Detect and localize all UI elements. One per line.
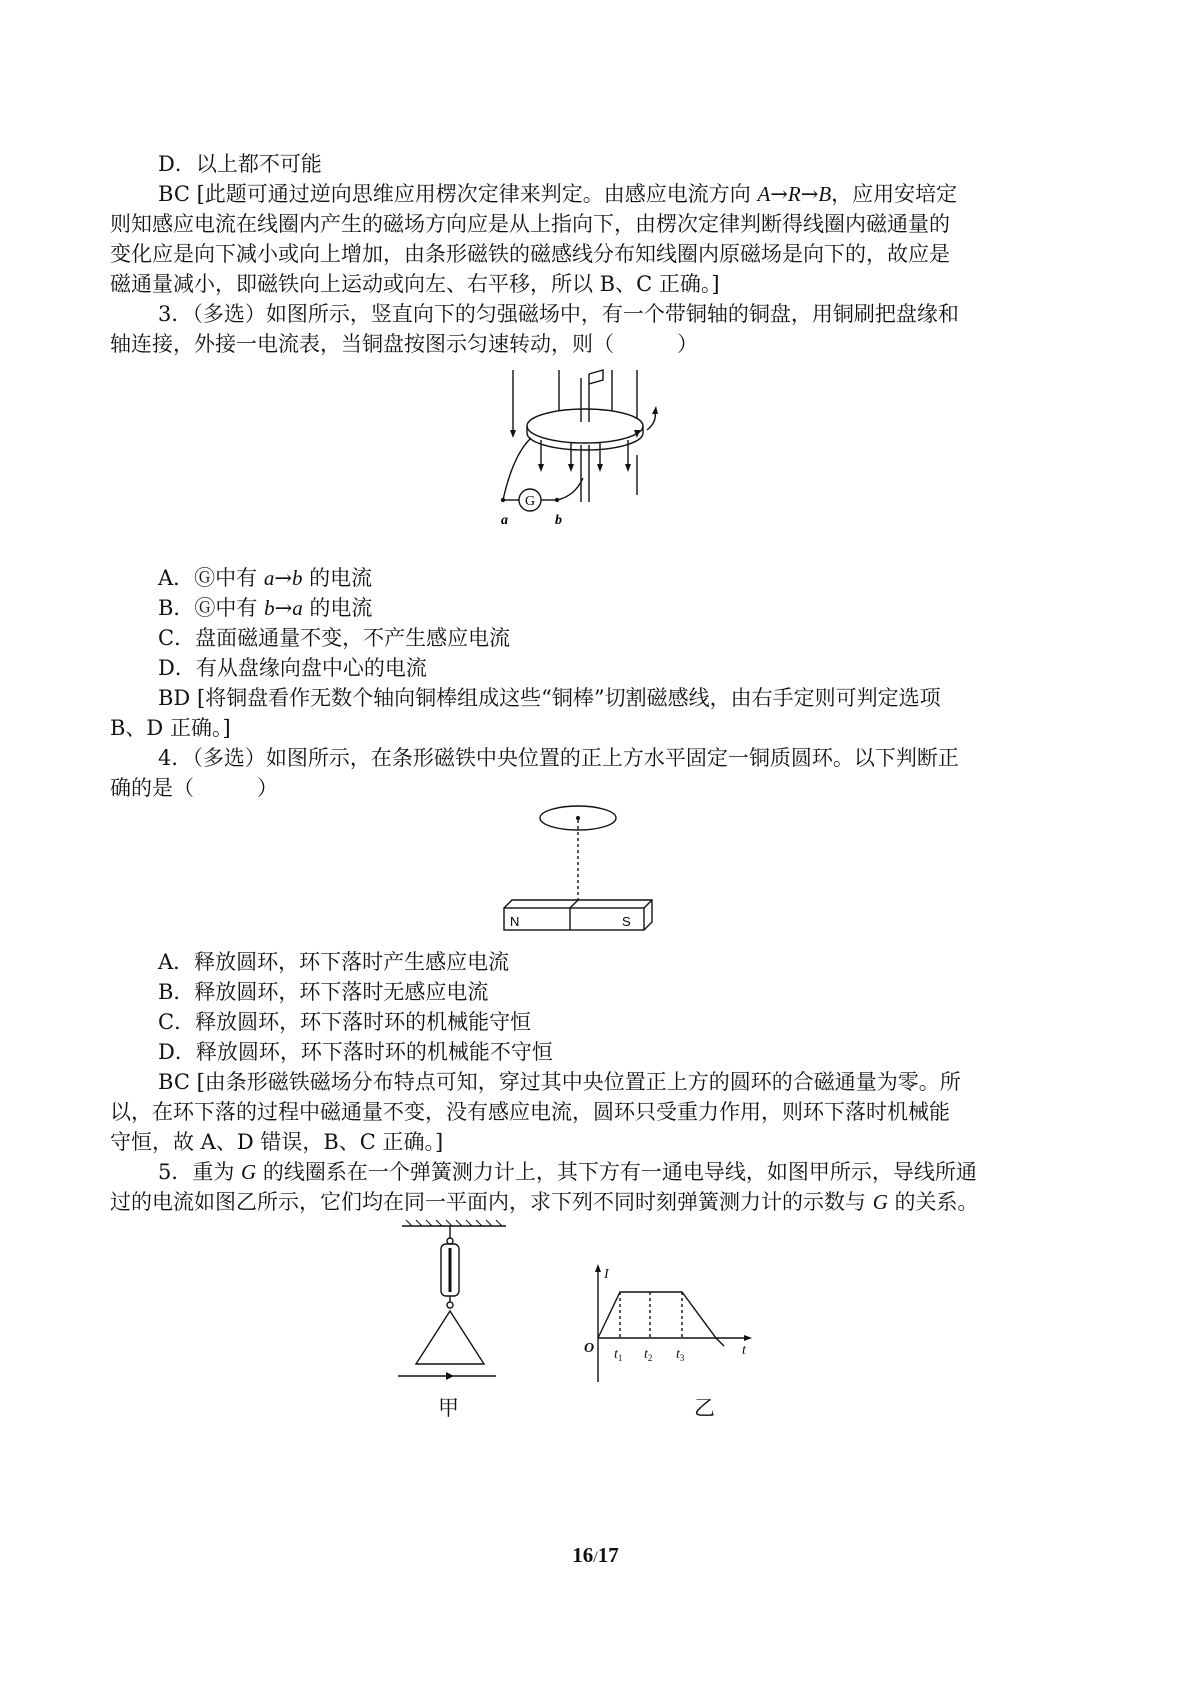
q4-option-b: B．释放圆环，环下落时无感应电流 [158,980,489,1004]
galvanometer-label: G [524,494,536,509]
q4-stem-line-1: 4．（多选）如图所示，在条形磁铁中央位置的正上方水平固定一铜质圆环。以下判断正 [158,746,959,770]
figure-yi-caption: 乙 [694,1396,715,1420]
page-current: 16 [572,1543,594,1567]
q2-option-d: D．以上都不可能 [158,152,322,176]
magnet-north-label: N [510,914,520,929]
page-total: 17 [597,1543,619,1567]
q3-answer-line-1: BD [将铜盘看作无数个轴向铜棒组成这些“铜棒”切割磁感线，由右手定则可判定选项 [158,686,941,710]
q5-stem-line-2: 过的电流如图乙所示，它们均在同一平面内，求下列不同时刻弹簧测力计的示数与 G 的关系。 [110,1190,979,1214]
q4-answer-line-1: BC [由条形磁铁磁场分布特点可知，穿过其中央位置正上方的圆环的合磁通量为零。所 [158,1070,961,1094]
current-time-graph [580,1262,760,1384]
figure-jia-caption: 甲 [438,1396,459,1420]
ring-magnet-figure [498,800,658,935]
q2-answer-line-4: 磁通量减小，即磁铁向上运动或向左、右平移，所以 B、C 正确。] [110,272,720,296]
q4-option-c: C．释放圆环，环下落时环的机械能守恒 [158,1010,532,1034]
q5-stem-line-1: 5．重为 G 的线圈系在一个弹簧测力计上，其下方有一通电导线，如图甲所示，导线所通 [158,1160,977,1184]
q3-option-d: D．有从盘缘向盘中心的电流 [158,656,427,680]
q3-stem-line-2: 轴连接，外接一电流表，当铜盘按图示匀速转动，则（ ） [110,332,698,356]
graph-origin-label: O [584,1341,595,1356]
q4-option-d: D．释放圆环，环下落时环的机械能不守恒 [158,1040,553,1064]
graph-tick-t3: $t_3$ [676,1347,685,1363]
page-separator: / [593,1549,598,1566]
graph-tick-t2: $t_2$ [644,1347,653,1363]
q4-answer-line-3: 守恒，故 A、D 错误，B、C 正确。] [110,1130,444,1154]
copper-disk-figure [495,360,685,540]
q3-option-a: A．Ⓖ中有 a→b 的电流 [158,566,373,590]
q3-option-b: B．Ⓖ中有 b→a 的电流 [158,596,373,620]
terminal-a-label: a [501,513,508,528]
terminal-b-label: b [555,513,562,528]
q3-option-c: C．盘面磁通量不变，不产生感应电流 [158,626,511,650]
q4-stem-line-2: 确的是（ ） [110,776,278,800]
page-number [0,1543,1191,1568]
graph-x-axis-label: t [742,1343,746,1358]
magnet-south-label: S [622,914,631,929]
q2-answer-line-1: BC [此题可通过逆向思维应用楞次定律来判定。由感应电流方向 A→R→B，应用安培定 [158,182,958,206]
q2-answer-line-2: 则知感应电流在线圈内产生的磁场方向应是从上指向下，由楞次定律判断得线圈内磁通量的 [110,212,950,236]
q4-answer-line-2: 以，在环下落的过程中磁通量不变，没有感应电流，圆环只受重力作用，则环下落时机械能 [110,1100,950,1124]
graph-y-axis-label: I [604,1267,609,1282]
spring-balance-figure [396,1218,516,1388]
q4-option-a: A．释放圆环，环下落时产生感应电流 [158,950,510,974]
q2-answer-line-3: 变化应是向下减小或向上增加，由条形磁铁的磁感线分布知线圈内原磁场是向下的，故应是 [110,242,950,266]
graph-tick-t1: $t_1$ [614,1347,623,1363]
q3-answer-line-2: B、D 正确。] [110,716,231,740]
q3-stem-line-1: 3．（多选）如图所示，竖直向下的匀强磁场中，有一个带铜轴的铜盘，用铜刷把盘缘和 [158,302,959,326]
